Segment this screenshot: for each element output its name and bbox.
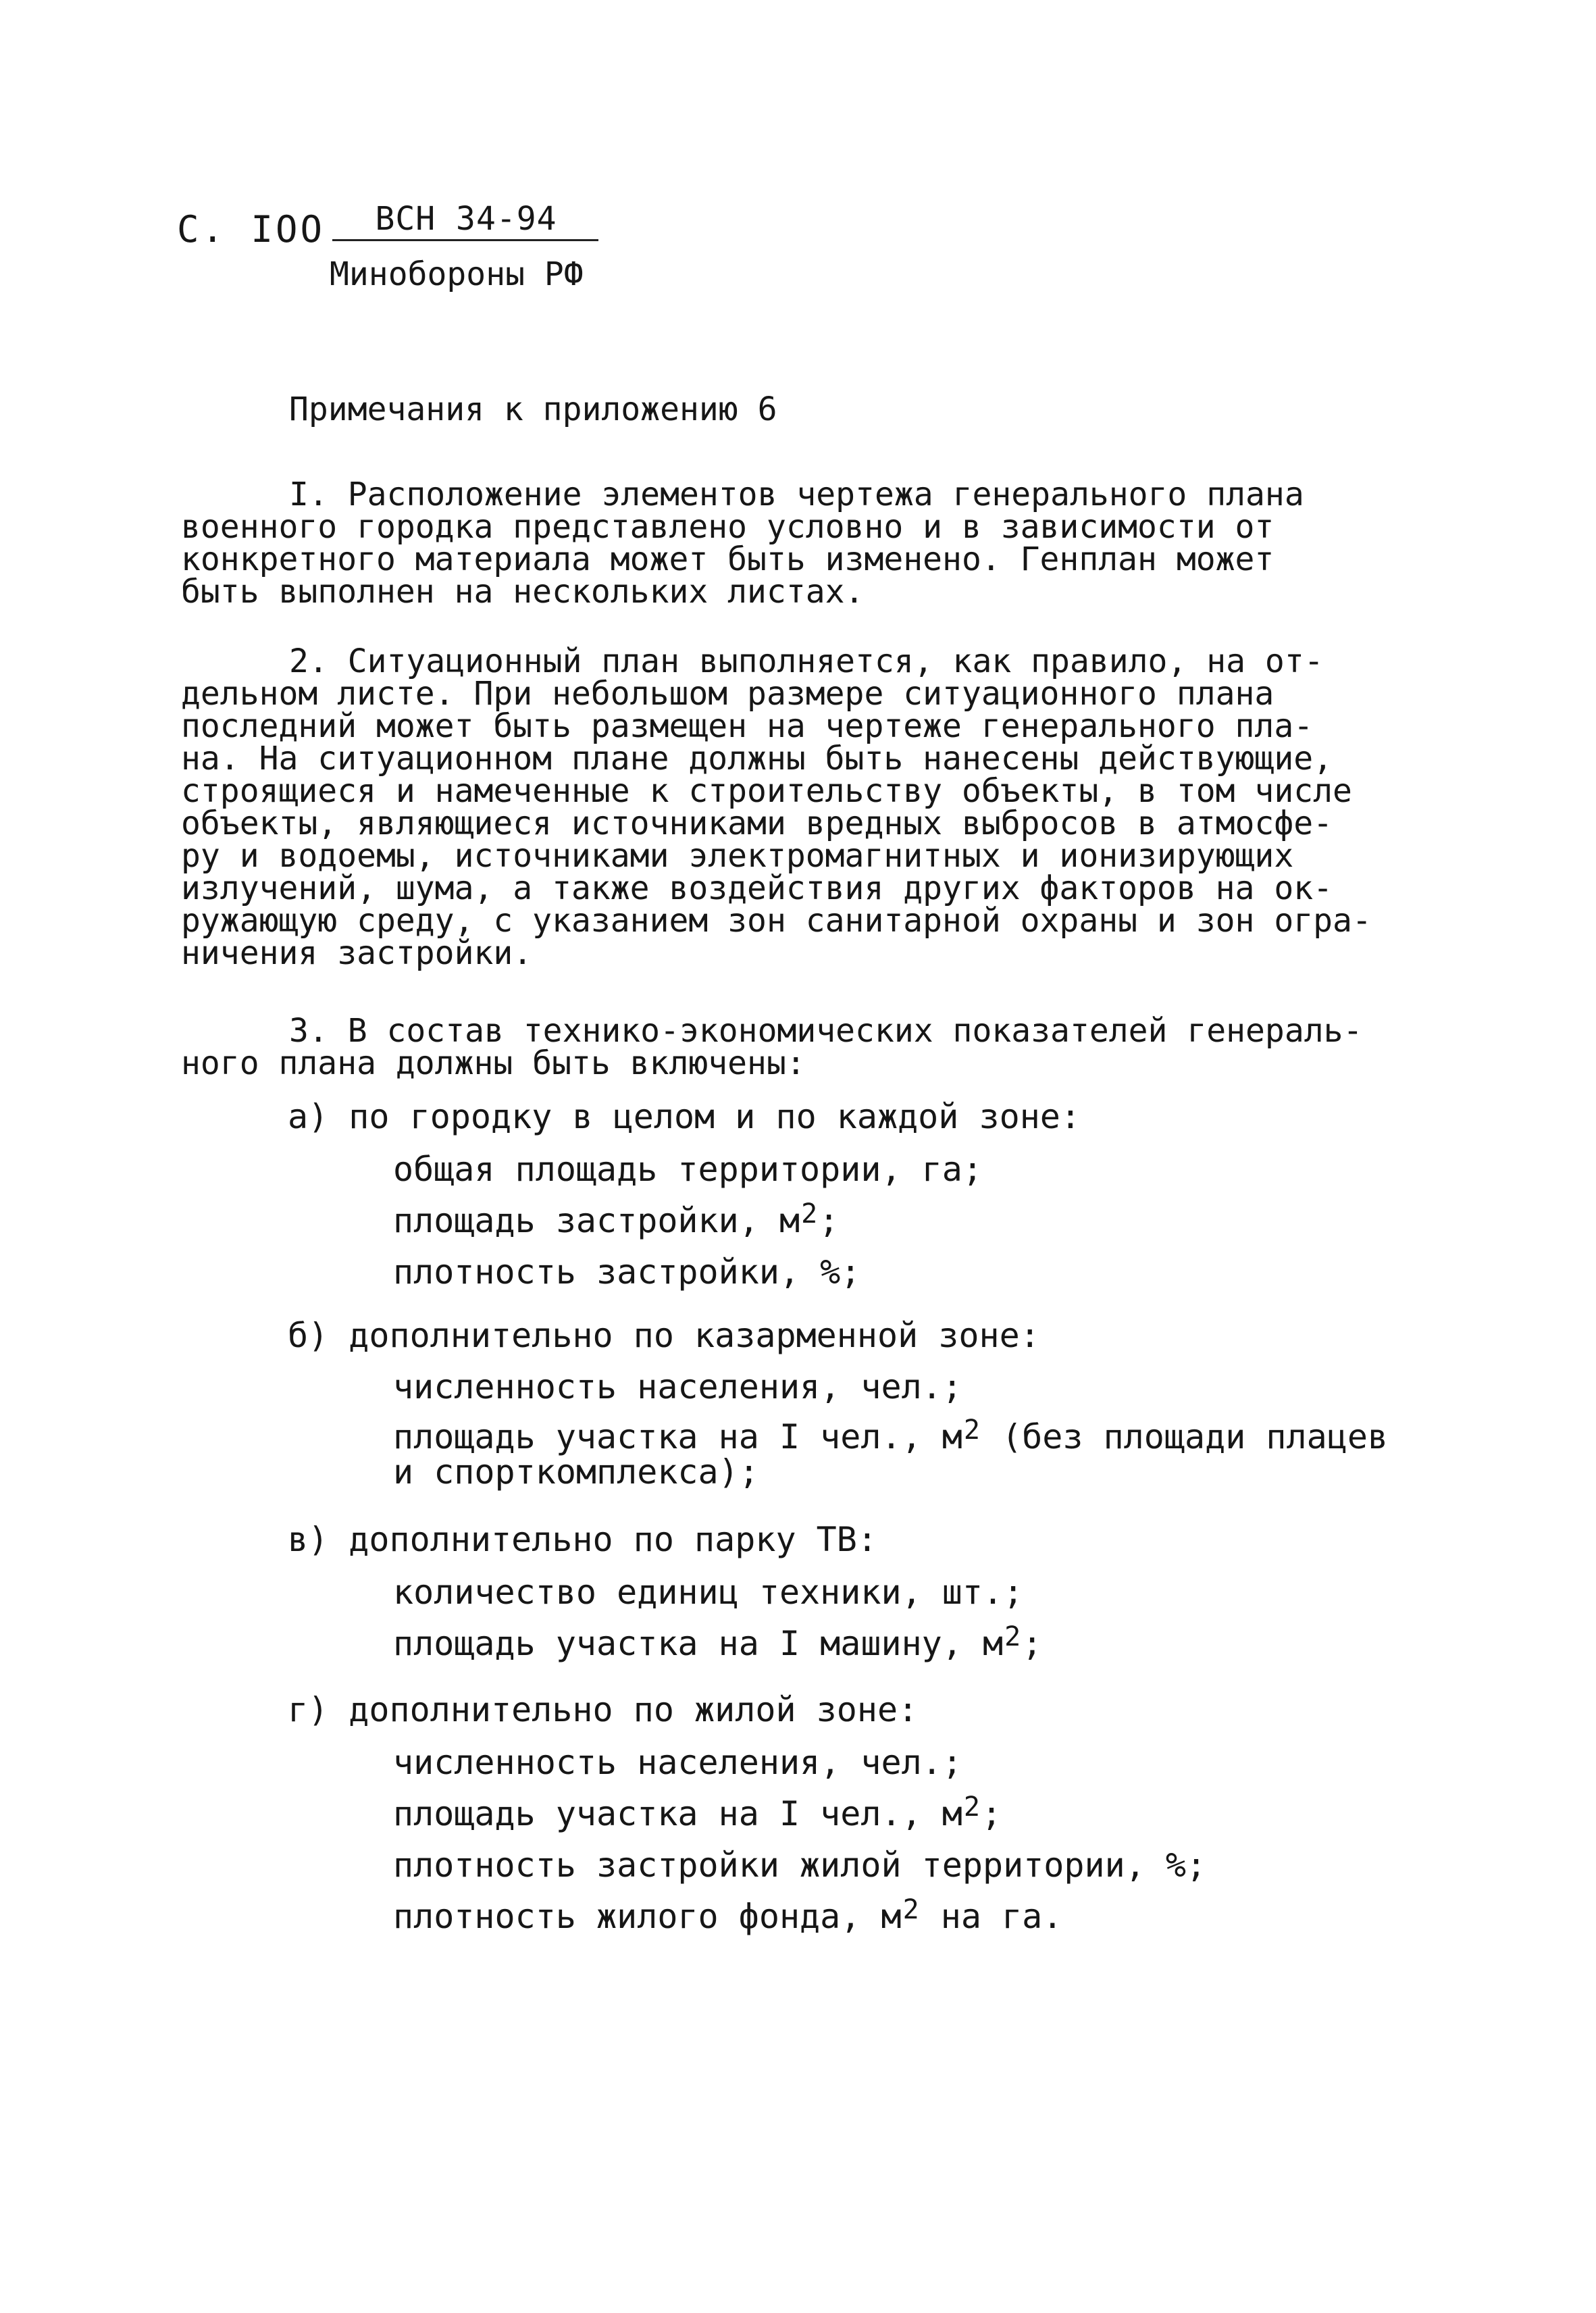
paragraph-line: на. На ситуационном плане должны быть нанесены действующие,	[181, 740, 1333, 778]
paragraph-line: излучений, шума, а также воздействия других факторов на ок-	[181, 869, 1333, 907]
paragraph-line: конкретного материала может быть изменено. Генплан может	[181, 540, 1275, 578]
list-item: численность населения, чел.;	[393, 1743, 962, 1782]
section-a-heading: а) по городку в целом и по каждой зоне:	[288, 1097, 1081, 1136]
paragraph-line: 3. В состав технико-экономических показателей генераль-	[289, 1012, 1363, 1050]
paragraph-line: дельном листе. При небольшом размере ситуационного плана	[181, 675, 1275, 713]
notes-title: Примечания к приложению 6	[289, 390, 777, 428]
paragraph-2	[181, 642, 1451, 972]
paragraph-line: 2. Ситуационный план выполняется, как правило, на от-	[289, 642, 1324, 680]
item-text: площадь застройки, м	[393, 1201, 800, 1240]
list-item: численность населения, чел.;	[393, 1367, 962, 1406]
paragraph-line: строящиеся и намеченные к строительству объекты, в том числе	[181, 772, 1352, 810]
paragraph-line: последний может быть размещен на чертеже генерального пла-	[181, 707, 1314, 745]
ministry-name: Минобороны РФ	[330, 255, 584, 293]
paragraph-line: ружающую среду, с указанием зон санитарной охраны и зон огра-	[181, 902, 1372, 940]
section-g-heading: г) дополнительно по жилой зоне:	[288, 1690, 919, 1729]
item-tail: (без площади плацев	[981, 1417, 1389, 1456]
paragraph-line: ничения застройки.	[181, 934, 533, 972]
paragraph-1	[181, 476, 1451, 611]
paragraph-line: быть выполнен на нескольких листах.	[181, 573, 865, 611]
list-item	[393, 1621, 1043, 1663]
paragraph-line: объекты, являющиеся источниками вредных выбросов в атмосфе-	[181, 805, 1333, 842]
list-item	[393, 1198, 840, 1240]
list-item: плотность застройки жилой территории, %;	[393, 1846, 1207, 1885]
list-item	[393, 1894, 1063, 1936]
list-item: и спорткомплекса);	[393, 1452, 759, 1492]
item-text: площадь участка на I чел., м	[393, 1794, 962, 1833]
list-item: плотность застройки, %;	[393, 1252, 861, 1292]
list-item: количество единиц техники, шт.;	[393, 1573, 1024, 1612]
list-item: общая площадь территории, га;	[393, 1150, 983, 1189]
item-tail: ;	[819, 1201, 840, 1240]
paragraph-line: I. Расположение элементов чертежа генерального плана	[289, 476, 1304, 513]
page-number: С. IOO	[177, 208, 326, 251]
item-tail: ;	[981, 1794, 1002, 1833]
document-code: ВСН 34-94	[332, 200, 598, 241]
item-text: площадь участка на I чел., м	[393, 1417, 962, 1456]
superscript: 2	[963, 1791, 980, 1823]
paragraph-line: военного городка представлено условно и в зависимости от	[181, 508, 1275, 546]
paragraph-3	[181, 1012, 1451, 1082]
superscript: 2	[902, 1894, 919, 1925]
item-text: площадь участка на I машину, м	[393, 1624, 1004, 1663]
item-tail: ;	[1022, 1624, 1043, 1663]
section-b-heading: б) дополнительно по казарменной зоне:	[288, 1316, 1040, 1355]
superscript: 2	[963, 1415, 980, 1446]
paragraph-line: ного плана должны быть включены:	[181, 1044, 806, 1082]
item-text: плотность жилого фонда, м	[393, 1897, 902, 1936]
paragraph-line: ру и водоемы, источниками электромагнитных и ионизирующих	[181, 837, 1294, 875]
item-tail: на га.	[920, 1897, 1063, 1936]
superscript: 2	[801, 1198, 818, 1229]
list-item	[393, 1791, 1002, 1833]
superscript: 2	[1004, 1621, 1021, 1652]
section-v-heading: в) дополнительно по парку ТВ:	[288, 1520, 877, 1559]
